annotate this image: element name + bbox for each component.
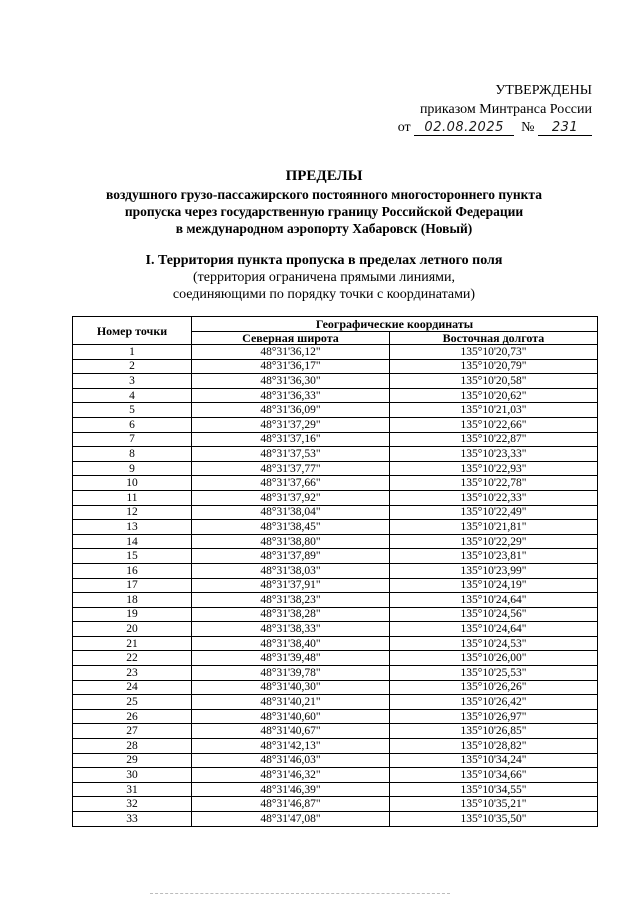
point-number-cell: 22 (73, 651, 192, 666)
latitude-cell: 48°31'37,16" (192, 432, 390, 447)
table-row (73, 403, 598, 418)
point-number-cell: 26 (73, 709, 192, 724)
latitude-cell: 48°31'39,48" (192, 651, 390, 666)
point-number-cell: 15 (73, 549, 192, 564)
table-row (73, 534, 598, 549)
point-number-cell: 28 (73, 739, 192, 754)
approval-order: приказом Минтранса России (419, 101, 592, 117)
latitude-cell: 48°31'36,30" (192, 374, 390, 389)
table-row (73, 739, 598, 754)
longitude-cell: 135°10'20,73" (389, 345, 597, 360)
table-row (73, 753, 598, 768)
document-title (60, 168, 588, 237)
longitude-cell: 135°10'34,55" (389, 782, 597, 797)
table-row (73, 374, 598, 389)
table-row (73, 695, 598, 710)
point-number-cell: 14 (73, 534, 192, 549)
longitude-cell: 135°10'24,64" (389, 622, 597, 637)
table-row (73, 651, 598, 666)
longitude-cell: 135°10'22,93" (389, 461, 597, 476)
table-row (73, 388, 598, 403)
longitude-cell: 135°10'34,24" (389, 753, 597, 768)
latitude-cell: 48°31'37,91" (192, 578, 390, 593)
point-number-cell: 18 (73, 593, 192, 608)
table-body (73, 345, 598, 827)
longitude-cell: 135°10'35,21" (389, 797, 597, 812)
header-geo-coordinates: Географические координаты (192, 317, 598, 332)
latitude-cell: 48°31'36,09" (192, 403, 390, 418)
point-number-cell: 31 (73, 782, 192, 797)
point-number-cell: 11 (73, 490, 192, 505)
point-number-cell: 25 (73, 695, 192, 710)
longitude-cell: 135°10'20,79" (389, 359, 597, 374)
table-row (73, 636, 598, 651)
longitude-cell: 135°10'21,81" (389, 520, 597, 535)
latitude-cell: 48°31'42,13" (192, 739, 390, 754)
latitude-cell: 48°31'46,87" (192, 797, 390, 812)
longitude-cell: 135°10'26,00" (389, 651, 597, 666)
point-number-cell: 7 (73, 432, 192, 447)
point-number-cell: 20 (73, 622, 192, 637)
point-number-cell: 8 (73, 447, 192, 462)
latitude-cell: 48°31'38,40" (192, 636, 390, 651)
longitude-cell: 135°10'26,97" (389, 709, 597, 724)
longitude-cell: 135°10'23,33" (389, 447, 597, 462)
longitude-cell: 135°10'26,85" (389, 724, 597, 739)
latitude-cell: 48°31'46,39" (192, 782, 390, 797)
latitude-cell: 48°31'37,92" (192, 490, 390, 505)
longitude-cell: 135°10'21,03" (389, 403, 597, 418)
longitude-cell: 135°10'25,53" (389, 666, 597, 681)
table-row (73, 359, 598, 374)
title-main: ПРЕДЕЛЫ (285, 168, 363, 184)
section-subtitle-2: соединяющими по порядку точки с координатами) (172, 287, 476, 302)
longitude-cell: 135°10'23,81" (389, 549, 597, 564)
longitude-cell: 135°10'22,66" (389, 417, 597, 432)
longitude-cell: 135°10'26,42" (389, 695, 597, 710)
table-row (73, 666, 598, 681)
point-number-cell: 13 (73, 520, 192, 535)
point-number-cell: 23 (73, 666, 192, 681)
latitude-cell: 48°31'37,66" (192, 476, 390, 491)
approval-title: УТВЕРЖДЕНЫ (495, 83, 592, 98)
table-row (73, 563, 598, 578)
latitude-cell: 48°31'38,45" (192, 520, 390, 535)
latitude-cell: 48°31'38,80" (192, 534, 390, 549)
section-header (60, 252, 588, 303)
handwritten-date: 02.08.2025 (414, 121, 514, 136)
date-prefix: от (397, 120, 411, 135)
table-row (73, 782, 598, 797)
approval-stamp (398, 82, 592, 138)
latitude-cell: 48°31'36,17" (192, 359, 390, 374)
table-row (73, 505, 598, 520)
longitude-cell: 135°10'28,82" (389, 739, 597, 754)
point-number-cell: 3 (73, 374, 192, 389)
latitude-cell: 48°31'40,67" (192, 724, 390, 739)
latitude-cell: 48°31'37,77" (192, 461, 390, 476)
longitude-cell: 135°10'24,56" (389, 607, 597, 622)
table-row (73, 578, 598, 593)
approval-date-line (398, 119, 592, 138)
latitude-cell: 48°31'40,30" (192, 680, 390, 695)
longitude-cell: 135°10'22,33" (389, 490, 597, 505)
point-number-cell: 10 (73, 476, 192, 491)
longitude-cell: 135°10'35,50" (389, 812, 597, 827)
point-number-cell: 24 (73, 680, 192, 695)
latitude-cell: 48°31'46,32" (192, 768, 390, 783)
longitude-cell: 135°10'26,26" (389, 680, 597, 695)
point-number-cell: 12 (73, 505, 192, 520)
section-subtitle-1: (территория ограничена прямыми линиями, (192, 270, 456, 285)
latitude-cell: 48°31'37,89" (192, 549, 390, 564)
longitude-cell: 135°10'22,29" (389, 534, 597, 549)
point-number-cell: 32 (73, 797, 192, 812)
title-line-1: воздушного грузо-пассажирского постоянного многостороннего пункта (106, 187, 542, 202)
latitude-cell: 48°31'36,12" (192, 345, 390, 360)
latitude-cell: 48°31'38,33" (192, 622, 390, 637)
coordinates-table (72, 316, 598, 827)
point-number-cell: 21 (73, 636, 192, 651)
latitude-cell: 48°31'47,08" (192, 812, 390, 827)
longitude-cell: 135°10'22,87" (389, 432, 597, 447)
point-number-cell: 16 (73, 563, 192, 578)
longitude-cell: 135°10'20,58" (389, 374, 597, 389)
table-row (73, 622, 598, 637)
point-number-cell: 1 (73, 345, 192, 360)
latitude-cell: 48°31'38,04" (192, 505, 390, 520)
table-row (73, 549, 598, 564)
latitude-cell: 48°31'38,23" (192, 593, 390, 608)
latitude-cell: 48°31'38,03" (192, 563, 390, 578)
table-row (73, 724, 598, 739)
point-number-cell: 19 (73, 607, 192, 622)
section-heading: I. Территория пункта пропуска в пределах летного поля (145, 253, 503, 268)
point-number-cell: 9 (73, 461, 192, 476)
longitude-cell: 135°10'24,64" (389, 593, 597, 608)
longitude-cell: 135°10'24,53" (389, 636, 597, 651)
table-row (73, 812, 598, 827)
point-number-cell: 4 (73, 388, 192, 403)
table-row (73, 345, 598, 360)
table-row (73, 476, 598, 491)
longitude-cell: 135°10'23,99" (389, 563, 597, 578)
latitude-cell: 48°31'39,78" (192, 666, 390, 681)
title-line-3: в международном аэропорту Хабаровск (Новый) (175, 221, 473, 236)
point-number-cell: 6 (73, 417, 192, 432)
point-number-cell: 2 (73, 359, 192, 374)
point-number-cell: 27 (73, 724, 192, 739)
point-number-cell: 17 (73, 578, 192, 593)
table-row (73, 432, 598, 447)
table-row (73, 461, 598, 476)
latitude-cell: 48°31'37,29" (192, 417, 390, 432)
latitude-cell: 48°31'37,53" (192, 447, 390, 462)
point-number-cell: 5 (73, 403, 192, 418)
latitude-cell: 48°31'38,28" (192, 607, 390, 622)
table-row (73, 593, 598, 608)
latitude-cell: 48°31'36,33" (192, 388, 390, 403)
handwritten-number: 231 (538, 121, 592, 136)
latitude-cell: 48°31'46,03" (192, 753, 390, 768)
latitude-cell: 48°31'40,21" (192, 695, 390, 710)
table-row (73, 490, 598, 505)
longitude-cell: 135°10'24,19" (389, 578, 597, 593)
latitude-cell: 48°31'40,60" (192, 709, 390, 724)
header-longitude: Восточная долгота (389, 332, 597, 345)
number-label: № (521, 120, 535, 135)
table-row (73, 768, 598, 783)
longitude-cell: 135°10'22,49" (389, 505, 597, 520)
table-row (73, 607, 598, 622)
header-point-number: Номер точки (73, 317, 192, 345)
header-latitude: Северная широта (192, 332, 390, 345)
title-line-2: пропуска через государственную границу Российской Федерации (124, 204, 524, 219)
longitude-cell: 135°10'20,62" (389, 388, 597, 403)
point-number-cell: 33 (73, 812, 192, 827)
scan-artifact (150, 893, 450, 896)
table-row (73, 417, 598, 432)
longitude-cell: 135°10'34,66" (389, 768, 597, 783)
table-row (73, 520, 598, 535)
point-number-cell: 30 (73, 768, 192, 783)
table-row (73, 709, 598, 724)
table-row (73, 680, 598, 695)
table-row (73, 447, 598, 462)
table-row (73, 797, 598, 812)
point-number-cell: 29 (73, 753, 192, 768)
longitude-cell: 135°10'22,78" (389, 476, 597, 491)
